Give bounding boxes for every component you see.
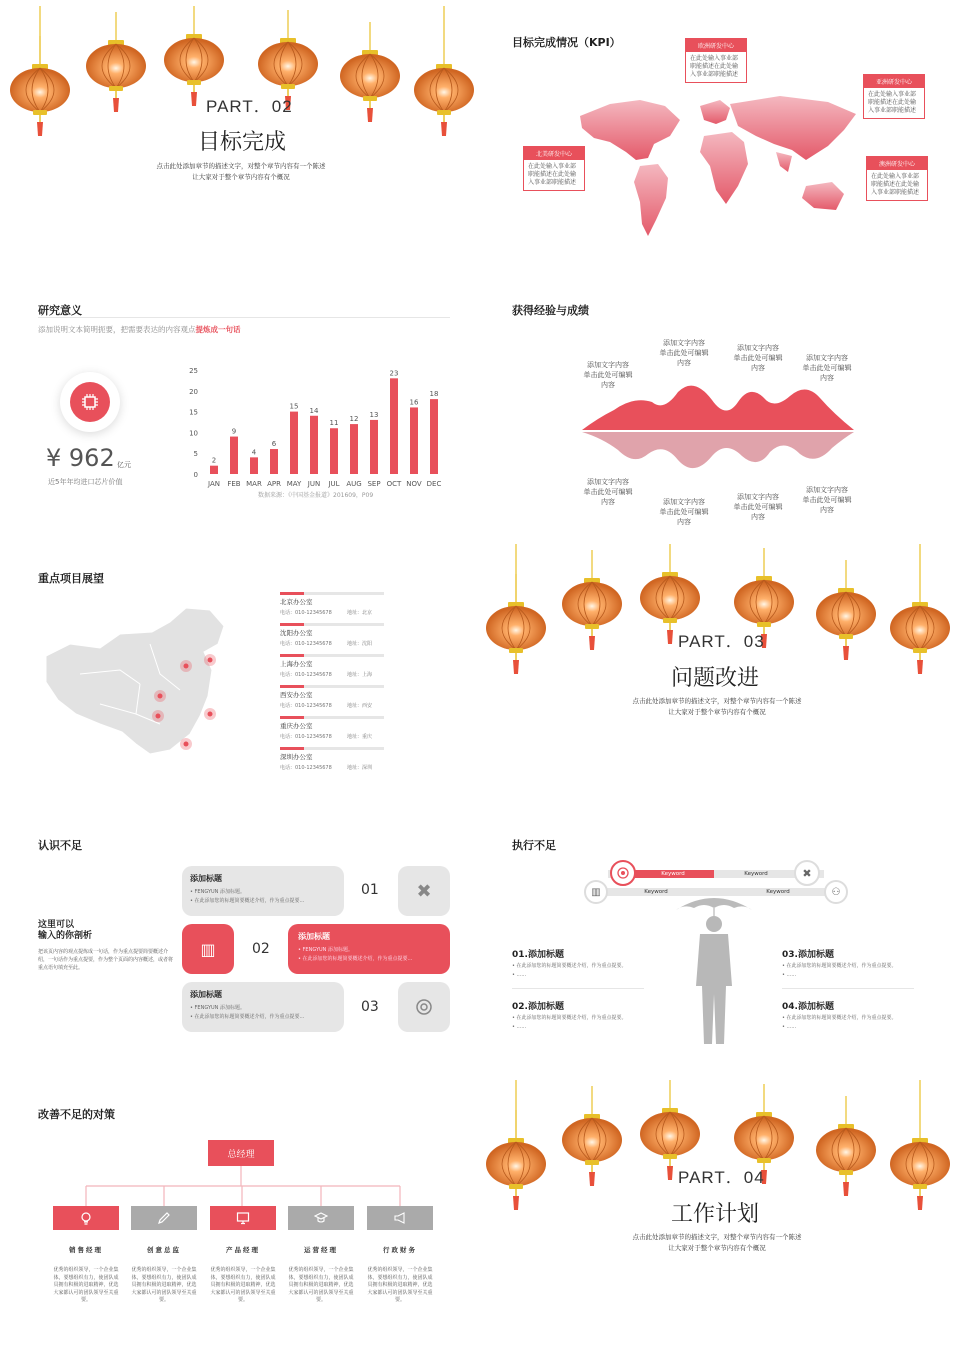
row-text: • 在此添加您的标题简要概述介绍，作为重点提要。 • ......	[782, 963, 897, 978]
role-desc: 优秀的组织领导，一个企业集体，要想组织有力，使团队成员拥有积极的进取精神，优选大家都认可的团队领导至关重要。	[367, 1267, 433, 1303]
row-title: 04.添加标题	[782, 1002, 834, 1012]
section-desc: 点击此处添加章节的描述文字，对整个章节内容有一个陈述 让大家对于整个章节内容有个概况	[156, 162, 326, 181]
wave-label: 添加文字内容 单击此处可编辑 内容	[659, 339, 709, 367]
x-tick-label: JUN	[307, 480, 321, 488]
keyword-label: Keyword	[766, 889, 790, 895]
slide-org-chart	[6, 1082, 478, 1344]
tools-icon: ✖	[794, 860, 820, 886]
wave-label: 添加文字内容 单击此处可编辑 内容	[583, 361, 633, 389]
bar	[210, 466, 218, 474]
bar	[410, 407, 418, 474]
section-desc: 点击此处添加章节的描述文字，对整个章节内容有一个陈述 让大家对于整个章节内容有个概况	[632, 697, 802, 716]
value-unit: 亿元	[117, 461, 131, 469]
wave-label: 添加文字内容 单击此处可编辑 内容	[733, 344, 783, 372]
office-item: 西安办公室 电话：010-12345678 地址：西安	[280, 685, 384, 709]
y-tick-label: 5	[193, 450, 198, 459]
chart-icon: ▥	[182, 924, 234, 974]
center-card: 澳洲研发中心 在此处输入事业部职能描述在此处输入事业部职能描述	[866, 156, 928, 201]
center-card: 亚洲研发中心 在此处输入事业部职能描述在此处输入事业部职能描述	[863, 74, 925, 119]
data-label: 23	[389, 369, 399, 378]
role-name: 创意总监	[147, 1246, 181, 1254]
chip-icon	[60, 372, 120, 432]
wave-label: 添加文字内容 单击此处可编辑 内容	[802, 486, 852, 514]
center-card: 北美研发中心 在此处输入事业部职能描述在此处输入事业部职能描述	[523, 146, 585, 191]
bar	[230, 437, 238, 474]
analysis-desc: 把该页内容的观点提炼成一句话，作为重点提要简要概述介绍，一句话作为重点提要，作为整个页面的内容概述，或者将重点语句填充至此。	[38, 949, 174, 971]
slide-projects	[6, 548, 478, 810]
part-label: PART．02	[206, 97, 293, 116]
data-label: 4	[251, 448, 257, 457]
row-title: 02.添加标题	[512, 1002, 564, 1012]
slide-part04	[482, 1080, 954, 1342]
y-tick-label: 15	[189, 408, 198, 417]
lantern-icon	[816, 1080, 876, 1200]
org-top-box: 总经理	[208, 1140, 274, 1166]
row-text: • 在此添加您的标题简要概述介绍，作为重点提要。 • ......	[782, 1015, 897, 1030]
x-tick-label: AUG	[346, 480, 362, 488]
slide-title: 执行不足	[512, 839, 556, 852]
role-desc: 优秀的组织领导，一个企业集体，要想组织有力，使团队成员拥有积极的进取精神，优选大家都认可的团队领导至关重要。	[210, 1267, 276, 1303]
monitor-icon	[210, 1206, 276, 1230]
section-desc: 点击此处添加章节的描述文字，对整个章节内容有一个陈述 让大家对于整个章节内容有个概况	[632, 1233, 802, 1252]
target-icon	[610, 860, 636, 886]
big-value: ¥ 962	[46, 444, 115, 472]
data-label: 14	[309, 406, 319, 415]
slide-title: 研究意义	[38, 304, 82, 317]
tools-icon: ✖	[398, 866, 450, 916]
office-item: 深圳办公室 电话：010-12345678 地址：深圳	[280, 747, 384, 771]
y-tick-label: 25	[189, 367, 198, 375]
data-label: 12	[349, 415, 359, 424]
item-number: 02	[252, 941, 270, 957]
value-caption: 近5年年均进口芯片价值	[48, 478, 123, 486]
keyword-label: Keyword	[632, 870, 714, 878]
slide-title: 获得经验与成绩	[512, 304, 589, 317]
role-desc: 优秀的组织领导，一个企业集体，要想组织有力，使团队成员拥有积极的进取精神，优选大家都认可的团队领导至关重要。	[53, 1267, 119, 1303]
bar	[290, 412, 298, 474]
lantern-icon	[486, 544, 546, 674]
divider	[512, 988, 644, 989]
x-tick-label: MAR	[246, 480, 262, 488]
keyword-label: Keyword	[744, 871, 768, 877]
slide-title: 目标完成情况（KPI）	[512, 36, 621, 49]
x-tick-label: JAN	[208, 480, 220, 488]
section-title: 工作计划	[671, 1202, 760, 1227]
role-desc: 优秀的组织领导，一个企业集体，要想组织有力，使团队成员拥有积极的进取精神，优选大家都认可的团队领导至关重要。	[131, 1267, 197, 1303]
chart-icon: ▥	[584, 880, 608, 904]
data-label: 13	[369, 410, 379, 419]
bar	[350, 424, 358, 474]
bar-chart	[182, 362, 452, 502]
part-label: PART．03	[678, 632, 765, 651]
data-label: 9	[231, 427, 237, 436]
wave-graphic	[578, 378, 858, 478]
megaphone-icon	[367, 1206, 433, 1230]
y-tick-label: 20	[189, 387, 198, 396]
bulb-icon	[53, 1206, 119, 1230]
office-item: 重庆办公室 电话：010-12345678 地址：重庆	[280, 716, 384, 740]
slide-shortcomings	[6, 812, 478, 1074]
wave-label: 添加文字内容 单击此处可编辑 内容	[802, 354, 852, 382]
slide-part02	[6, 6, 478, 268]
section-title: 目标完成	[198, 130, 287, 155]
data-label: 11	[329, 419, 339, 428]
office-item: 北京办公室 电话：010-12345678 地址：北京	[280, 592, 384, 616]
row-text: • 在此添加您的标题简要概述介绍，作为重点提要。 • ......	[512, 963, 627, 978]
wave-label: 添加文字内容 单击此处可编辑 内容	[659, 498, 709, 526]
part-label: PART．04	[678, 1168, 765, 1187]
bar	[370, 420, 378, 474]
slide-title: 认识不足	[38, 839, 82, 852]
data-label: 18	[429, 390, 439, 399]
row-text: • 在此添加您的标题简要概述介绍，作为重点提要。 • ......	[512, 1015, 627, 1030]
lantern-icon	[562, 1080, 622, 1190]
y-tick-label: 0	[193, 471, 198, 479]
bar	[310, 416, 318, 474]
lantern-icon	[414, 6, 474, 141]
data-label: 16	[409, 398, 419, 407]
lantern-icon	[890, 544, 950, 679]
team-icon: ⚇	[824, 880, 848, 904]
center-card: 欧洲研发中心 在此处输入事业部职能描述在此处输入事业部职能描述	[685, 38, 747, 83]
x-tick-label: DEC	[426, 480, 442, 488]
lantern-icon	[86, 6, 146, 116]
item-card: 添加标题 • FENGYUN 添加标题。 • 在此添加您的标题简要概述介绍，作为重点提要...	[182, 866, 344, 916]
graduation-cap-icon	[288, 1206, 354, 1230]
slide-research	[6, 280, 478, 542]
office-item: 沈阳办公室 电话：010-12345678 地址：沈阳	[280, 623, 384, 647]
x-tick-label: SEP	[367, 480, 381, 488]
bar	[250, 457, 258, 474]
lantern-icon	[816, 544, 876, 664]
section-title: 问题改进	[671, 666, 760, 691]
lantern-icon	[562, 544, 622, 654]
china-map	[40, 604, 240, 764]
lantern-icon	[890, 1080, 950, 1215]
slide-execution	[482, 812, 954, 1074]
divider	[782, 988, 914, 989]
wave-label: 添加文字内容 单击此处可编辑 内容	[733, 493, 783, 521]
bar	[270, 449, 278, 474]
x-tick-label: NOV	[406, 480, 422, 488]
slide-title: 改善不足的对策	[38, 1108, 115, 1121]
data-label: 15	[289, 402, 299, 411]
item-card: 添加标题 • FENGYUN 添加标题。 • 在此添加您的标题简要概述介绍，作为重点提要...	[288, 924, 450, 974]
divider	[38, 317, 450, 318]
slide-experience	[482, 280, 954, 542]
target-icon	[398, 982, 450, 1032]
x-tick-label: OCT	[386, 480, 402, 488]
x-tick-label: JUL	[328, 480, 340, 488]
item-card: 添加标题 • FENGYUN 添加标题。 • 在此添加您的标题简要概述介绍，作为重点提要...	[182, 982, 344, 1032]
role-name: 销售经理	[69, 1246, 103, 1254]
office-item: 上海办公室 电话：010-12345678 地址：上海	[280, 654, 384, 678]
role-name: 产品经理	[226, 1246, 260, 1254]
x-tick-label: APR	[267, 480, 281, 488]
data-label: 2	[211, 456, 217, 465]
bar	[330, 428, 338, 474]
slide-title: 重点项目展望	[38, 572, 104, 585]
row-title: 03.添加标题	[782, 950, 834, 960]
slide-part03	[482, 544, 954, 806]
bar	[390, 378, 398, 474]
org-connectors	[6, 1166, 478, 1206]
role-desc: 优秀的组织领导，一个企业集体，要想组织有力，使团队成员拥有积极的进取精神，优选大家都认可的团队领导至关重要。	[288, 1267, 354, 1303]
data-label: 6	[271, 440, 277, 449]
lantern-icon	[340, 6, 400, 126]
y-tick-label: 10	[189, 429, 198, 438]
item-number: 03	[361, 999, 379, 1015]
keyword-label: Keyword	[644, 889, 668, 895]
slide-kpi-map	[482, 6, 954, 268]
row-title: 01.添加标题	[512, 950, 564, 960]
item-number: 01	[361, 882, 379, 898]
role-name: 行政财务	[383, 1246, 417, 1254]
x-tick-label: FEB	[227, 480, 241, 488]
data-source: 数据来源：《中国基金报道》201609，P09	[258, 492, 374, 499]
businessman-umbrella-icon	[674, 894, 754, 1050]
analysis-title: 这里可以 输入的你剖析	[38, 920, 93, 941]
pencil-icon	[131, 1206, 197, 1230]
lantern-icon	[486, 1080, 546, 1210]
x-tick-label: MAY	[286, 480, 302, 488]
bar	[430, 399, 438, 474]
world-map	[570, 86, 870, 246]
lantern-icon	[10, 6, 70, 136]
wave-label: 添加文字内容 单击此处可编辑 内容	[583, 478, 633, 506]
role-name: 运营经理	[304, 1246, 338, 1254]
slide-subtitle: 添加说明文本简明扼要，把需要表达的内容观点提炼成一句话	[38, 325, 241, 334]
